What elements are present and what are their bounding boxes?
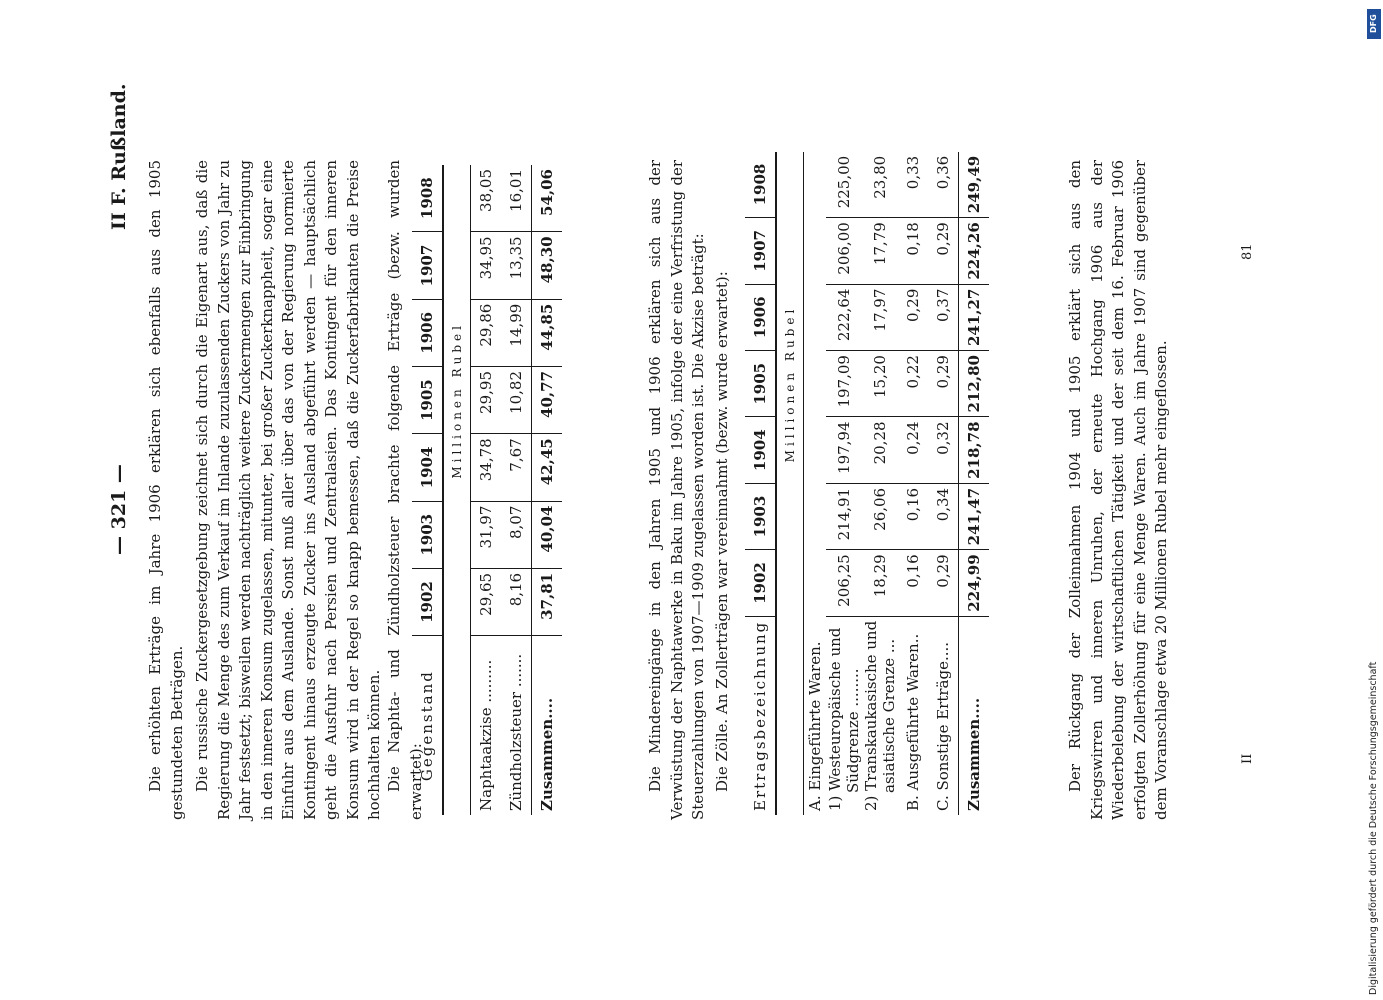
section-title: II F. Rußland. — [108, 83, 130, 230]
paragraph-5 — [712, 160, 734, 820]
cell: 214,91 — [826, 483, 862, 549]
cell: 48,30 — [532, 232, 563, 299]
tax-table-header-label: Gegenstand — [412, 636, 443, 815]
cell: 0,16 — [898, 483, 928, 549]
paragraph-4-text: Die Mindereingänge in den Jahren 1905 und 1906 erklären sich aus der Verwüstung der Naphtawerke in Baku im Jahre 1905, infolge der eine Verfristung der Steuerzahlungen von 1907—1909 zugelassen worden ist. Die Akzise beträgt: — [646, 160, 707, 820]
row-label: Naphtaakzise ......... — [477, 659, 495, 811]
cell: 0,22 — [898, 351, 928, 417]
customs-table-header-label: Ertragsbezeichnung — [745, 616, 776, 815]
tax-table-year: 1906 — [412, 299, 443, 366]
tax-table-year: 1907 — [412, 232, 443, 299]
cell: 15,20 — [862, 351, 898, 417]
cell: 38,05 — [471, 165, 502, 232]
cell: 0,29 — [898, 284, 928, 350]
cell: 18,29 — [862, 550, 898, 616]
tax-table — [412, 165, 562, 815]
row-label: 1) Westeuropäische und Südgrenze ........ — [826, 627, 862, 811]
customs-table — [745, 152, 989, 815]
cell: 34,95 — [471, 232, 502, 299]
dfg-watermark — [1367, 5, 1381, 995]
table-total-row — [959, 152, 990, 815]
tax-table-unit: Millionen Rubel — [443, 165, 471, 636]
total-label: Zusammen.... — [532, 636, 563, 815]
cell: 29,86 — [471, 299, 502, 366]
paragraph-2-text: Die russische Zuckergesetzgebung zeichnet sich durch die Eigenart aus, daß die Regierung die Menge des zum Verkauf im Inlande zuzulassenden Zuckers von Jahr zu Jahr festsetzt; bisweilen werden nachträglich weitere Zuckermengen zur Einbringung in den inneren Konsum zugelassen, mitunter, bei großer Zuckerknappheit, sogar eine Einfuhr aus dem Auslande. Sonst muß aller über das von der Regierung normierte Kontingent hinaus erzeugte Zucker ins Ausland abgeführt werden — hauptsächlich geht die Ausfuhr nach Persien und Zentralasien. Das Kontingent für den inneren Konsum wird in der Regel so knapp bemessen, daß die Zuckerfabrikanten die Preise hochhalten können. — [193, 160, 383, 820]
cell: 16,01 — [501, 165, 532, 232]
cell: 34,78 — [471, 434, 502, 501]
cell: 0,29 — [928, 218, 959, 284]
table-row — [898, 152, 928, 815]
tax-table-year: 1903 — [412, 501, 443, 568]
cell: 44,85 — [532, 299, 563, 366]
cell: 0,32 — [928, 417, 959, 483]
table-total-row — [532, 165, 563, 815]
tax-table-year: 1908 — [412, 165, 443, 232]
cell: 212,80 — [959, 351, 990, 417]
row-label: B. Ausgeführte Waren.. — [904, 633, 922, 811]
cell: 222,64 — [826, 284, 862, 350]
tax-table-year: 1902 — [412, 568, 443, 635]
customs-table-year: 1903 — [745, 483, 776, 549]
table-row — [862, 152, 898, 815]
paragraph-5-text: Die Zölle. An Zollerträgen war vereinnahmt (bezw. wurde erwartet): — [713, 271, 731, 792]
cell: 218,78 — [959, 417, 990, 483]
customs-table-year: 1904 — [745, 417, 776, 483]
cell: 40,77 — [532, 367, 563, 434]
cell: 0,33 — [898, 152, 928, 218]
cell: 0,16 — [898, 550, 928, 616]
dfg-logo-icon: DFG — [1367, 9, 1381, 39]
cell: 8,16 — [501, 568, 532, 635]
paragraph-2 — [192, 160, 386, 820]
row-label: Zündholzsteuer ....... — [507, 653, 525, 811]
footer-signature-left: II — [1240, 753, 1255, 764]
cell: 54,06 — [532, 165, 563, 232]
table-row — [501, 165, 532, 815]
cell: 0,29 — [928, 351, 959, 417]
page-number: — 321 — — [108, 464, 130, 555]
cell: 20,28 — [862, 417, 898, 483]
cell: 7,67 — [501, 434, 532, 501]
paragraph-6 — [1065, 160, 1173, 820]
customs-table-unit: Millionen Rubel — [776, 152, 804, 616]
customs-table-year: 1908 — [745, 152, 776, 218]
cell: 10,82 — [501, 367, 532, 434]
cell: 0,37 — [928, 284, 959, 350]
cell: 224,99 — [959, 550, 990, 616]
customs-table-year: 1906 — [745, 284, 776, 350]
cell: 0,34 — [928, 483, 959, 549]
cell: 31,97 — [471, 501, 502, 568]
paragraph-1 — [145, 160, 188, 820]
customs-table-year: 1902 — [745, 550, 776, 616]
cell: 29,95 — [471, 367, 502, 434]
footer-signature-right: 81 — [1240, 243, 1255, 260]
cell: 241,27 — [959, 284, 990, 350]
cell: 42,45 — [532, 434, 563, 501]
cell: 206,25 — [826, 550, 862, 616]
cell: 197,09 — [826, 351, 862, 417]
cell: 241,47 — [959, 483, 990, 549]
cell: 0,29 — [928, 550, 959, 616]
customs-table-year: 1907 — [745, 218, 776, 284]
paragraph-1-text: Die erhöhten Erträge im Jahre 1906 erklären sich ebenfalls aus den 1905 gestundeten Beträgen. — [146, 160, 186, 820]
section-a-label: A. Eingeführte Waren. — [806, 641, 824, 811]
cell: 206,00 — [826, 218, 862, 284]
cell: 249,49 — [959, 152, 990, 218]
cell: 40,04 — [532, 501, 563, 568]
cell: 23,80 — [862, 152, 898, 218]
table-row — [471, 165, 502, 815]
cell: 17,79 — [862, 218, 898, 284]
cell: 29,65 — [471, 568, 502, 635]
tax-table-year: 1904 — [412, 434, 443, 501]
total-label: Zusammen.... — [959, 616, 990, 815]
cell: 0,18 — [898, 218, 928, 284]
cell: 0,36 — [928, 152, 959, 218]
cell: 37,81 — [532, 568, 563, 635]
customs-table-year: 1905 — [745, 351, 776, 417]
cell: 17,97 — [862, 284, 898, 350]
cell: 13,35 — [501, 232, 532, 299]
table-row — [826, 152, 862, 815]
row-label: 2) Transkaukasische und asiatische Grenze ... — [862, 620, 898, 811]
table-row — [928, 152, 959, 815]
cell: 0,24 — [898, 417, 928, 483]
paragraph-3-text: Die Naphta- und Zündholzsteuer brachte folgende Erträge (bezw. wurden erwartet): — [385, 160, 425, 820]
cell: 8,07 — [501, 501, 532, 568]
cell: 14,99 — [501, 299, 532, 366]
cell: 225,00 — [826, 152, 862, 218]
dfg-credit-text: Digitalisierung gefördert durch die Deutsche Forschungsgemeinschaft — [1368, 661, 1379, 995]
tax-table-year: 1905 — [412, 367, 443, 434]
cell: 26,06 — [862, 483, 898, 549]
paragraph-6-text: Der Rückgang der Zolleinnahmen 1904 und 1905 erklärt sich aus den Kriegswirren und inneren Unruhen, der erneute Hochgang 1906 aus der Wiederbelebung der wirtschaftlichen Tätigkeit und der seit dem 16. Februar 1906 erfolgten Zollerhöhung für eine Menge Waren. Auch im Jahre 1907 sind gegenüber dem Voranschlage etwa 20 Millionen Rubel mehr eingeflossen. — [1066, 160, 1170, 820]
row-label: C. Sonstige Erträge.... — [934, 641, 952, 811]
cell: 197,94 — [826, 417, 862, 483]
cell: 224,26 — [959, 218, 990, 284]
paragraph-4 — [645, 160, 710, 820]
